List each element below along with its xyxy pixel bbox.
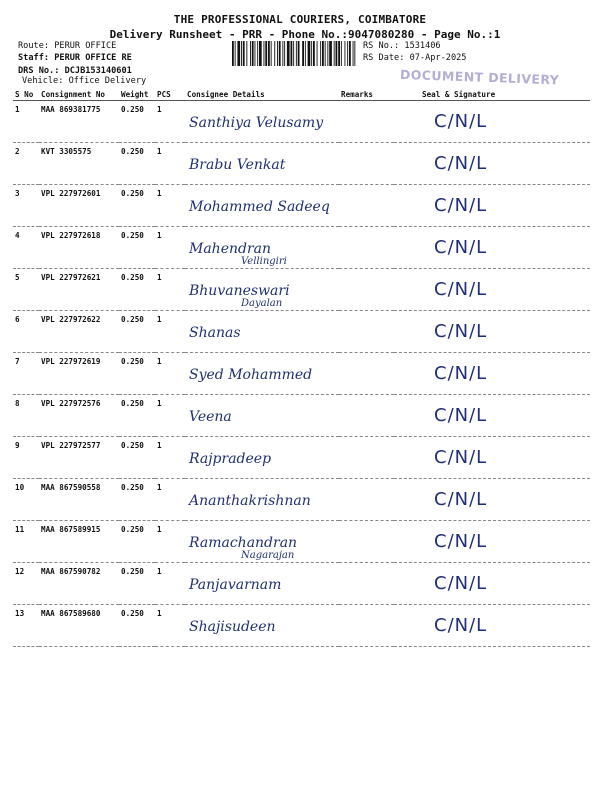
rs-number: RS No.: 1531406	[363, 41, 441, 51]
signature-mark: C/N/L	[434, 111, 488, 132]
row-consignee	[185, 185, 339, 227]
row-weight: 0.250	[119, 479, 155, 521]
consignee-name: Mahendran	[189, 241, 272, 257]
row-sno: 6	[13, 311, 39, 353]
row-signature	[394, 605, 590, 647]
route-label: Route: PERUR OFFICE	[18, 41, 117, 51]
row-sno: 7	[13, 353, 39, 395]
table-row	[13, 479, 590, 521]
row-signature	[394, 227, 590, 269]
signature-mark: C/N/L	[434, 573, 488, 594]
consignee-name: Veena	[189, 409, 232, 425]
barcode	[232, 41, 356, 66]
signature-mark: C/N/L	[434, 321, 488, 342]
table-row	[13, 101, 590, 143]
signature-mark: C/N/L	[434, 531, 488, 552]
signature-mark: C/N/L	[434, 279, 488, 300]
row-consignee	[185, 101, 339, 143]
signature-mark: C/N/L	[434, 405, 488, 426]
table-row	[13, 185, 590, 227]
row-remarks	[339, 563, 394, 605]
consignee-name: Shajisudeen	[189, 619, 276, 635]
row-weight: 0.250	[119, 185, 155, 227]
consignee-name-line2: Dayalan	[241, 298, 283, 309]
row-consignment: VPL 227972601	[39, 185, 119, 227]
runsheet-table	[13, 89, 590, 647]
row-remarks	[339, 143, 394, 185]
consignee-name-line2: Vellingiri	[241, 256, 287, 267]
runsheet-subtitle: Delivery Runsheet - PRR - Phone No.:9047080280 - Page No.:1	[109, 28, 501, 41]
row-sno: 5	[13, 269, 39, 311]
row-consignment: VPL 227972576	[39, 395, 119, 437]
row-consignment: MAA 867590558	[39, 479, 119, 521]
consignee-name: Panjavarnam	[189, 577, 282, 593]
row-weight: 0.250	[119, 353, 155, 395]
consignee-name: Shanas	[189, 325, 241, 341]
row-signature	[394, 563, 590, 605]
row-weight: 0.250	[119, 395, 155, 437]
row-pcs: 1	[155, 395, 185, 437]
row-weight: 0.250	[119, 227, 155, 269]
row-pcs: 1	[155, 605, 185, 647]
row-consignment: VPL 227972577	[39, 437, 119, 479]
row-signature	[394, 269, 590, 311]
table-row	[13, 437, 590, 479]
consignee-name: Ananthakrishnan	[189, 493, 311, 509]
row-remarks	[339, 185, 394, 227]
consignee-name: Santhiya Velusamy	[189, 115, 324, 131]
row-signature	[394, 143, 590, 185]
row-remarks	[339, 311, 394, 353]
row-remarks	[339, 479, 394, 521]
row-signature	[394, 101, 590, 143]
company-title: THE PROFESSIONAL COURIERS, COIMBATORE	[173, 13, 427, 26]
row-pcs: 1	[155, 143, 185, 185]
row-sno: 2	[13, 143, 39, 185]
row-signature	[394, 437, 590, 479]
row-weight: 0.250	[119, 521, 155, 563]
signature-mark: C/N/L	[434, 195, 488, 216]
row-consignee	[185, 269, 339, 311]
row-consignee	[185, 605, 339, 647]
row-consignment: VPL 227972619	[39, 353, 119, 395]
row-consignment: MAA 867590782	[39, 563, 119, 605]
row-pcs: 1	[155, 353, 185, 395]
row-weight: 0.250	[119, 563, 155, 605]
consignee-name: Syed Mohammed	[189, 367, 313, 383]
row-sno: 11	[13, 521, 39, 563]
row-weight: 0.250	[119, 311, 155, 353]
table-row	[13, 269, 590, 311]
col-consignee: Consignee Details	[185, 89, 339, 101]
row-signature	[394, 185, 590, 227]
signature-mark: C/N/L	[434, 615, 488, 636]
consignee-name: Rajpradeep	[189, 451, 272, 467]
table-row	[13, 563, 590, 605]
row-sno: 1	[13, 101, 39, 143]
row-consignment: KVT 3305575	[39, 143, 119, 185]
consignee-name: Ramachandran	[189, 535, 298, 551]
consignee-name-line2: Nagarajan	[241, 550, 295, 561]
rs-date: RS Date: 07-Apr-2025	[363, 53, 467, 63]
table-row	[13, 521, 590, 563]
row-pcs: 1	[155, 521, 185, 563]
row-remarks	[339, 353, 394, 395]
row-sno: 13	[13, 605, 39, 647]
vehicle-label: Vehicle: Office Delivery	[22, 76, 147, 86]
delivery-stamp: DOCUMENT DELIVERY	[399, 66, 560, 88]
row-consignee	[185, 479, 339, 521]
table-row	[13, 605, 590, 647]
drs-number: DRS No.: DCJB153140601	[18, 66, 132, 76]
row-pcs: 1	[155, 563, 185, 605]
row-sno: 8	[13, 395, 39, 437]
col-sno: S No	[13, 89, 39, 101]
row-sno: 4	[13, 227, 39, 269]
row-remarks	[339, 269, 394, 311]
table-row	[13, 395, 590, 437]
row-pcs: 1	[155, 185, 185, 227]
row-signature	[394, 311, 590, 353]
signature-mark: C/N/L	[434, 447, 488, 468]
row-remarks	[339, 101, 394, 143]
row-weight: 0.250	[119, 143, 155, 185]
row-signature	[394, 353, 590, 395]
row-consignee	[185, 437, 339, 479]
row-consignment: VPL 227972622	[39, 311, 119, 353]
row-consignment: MAA 867589915	[39, 521, 119, 563]
row-sno: 9	[13, 437, 39, 479]
table-header-row	[13, 89, 590, 101]
row-sno: 12	[13, 563, 39, 605]
row-pcs: 1	[155, 227, 185, 269]
consignee-name: Mohammed Sadeeq	[189, 199, 330, 215]
row-weight: 0.250	[119, 101, 155, 143]
col-weight: Weight	[119, 89, 155, 101]
table-row	[13, 227, 590, 269]
row-pcs: 1	[155, 269, 185, 311]
row-remarks	[339, 227, 394, 269]
row-remarks	[339, 395, 394, 437]
col-remarks: Remarks	[339, 89, 394, 101]
col-pcs: PCS	[155, 89, 185, 101]
row-consignee	[185, 227, 339, 269]
table-row	[13, 353, 590, 395]
row-pcs: 1	[155, 101, 185, 143]
row-signature	[394, 479, 590, 521]
col-consignment: Consignment No	[39, 89, 119, 101]
row-remarks	[339, 605, 394, 647]
consignee-name: Bhuvaneswari	[189, 283, 290, 299]
row-weight: 0.250	[119, 269, 155, 311]
col-signature: Seal & Signature	[394, 89, 590, 101]
row-signature	[394, 521, 590, 563]
signature-mark: C/N/L	[434, 363, 488, 384]
row-pcs: 1	[155, 437, 185, 479]
signature-mark: C/N/L	[434, 153, 488, 174]
row-weight: 0.250	[119, 437, 155, 479]
staff-label: Staff: PERUR OFFICE RE	[18, 53, 132, 63]
row-consignee	[185, 353, 339, 395]
row-sno: 10	[13, 479, 39, 521]
row-consignee	[185, 395, 339, 437]
row-remarks	[339, 521, 394, 563]
row-remarks	[339, 437, 394, 479]
signature-mark: C/N/L	[434, 489, 488, 510]
row-consignment: VPL 227972618	[39, 227, 119, 269]
row-consignee	[185, 143, 339, 185]
row-consignment: MAA 869381775	[39, 101, 119, 143]
table-row	[13, 143, 590, 185]
table-row	[13, 311, 590, 353]
consignee-name: Brabu Venkat	[189, 157, 286, 173]
row-consignee	[185, 311, 339, 353]
row-signature	[394, 395, 590, 437]
row-consignment: VPL 227972621	[39, 269, 119, 311]
signature-mark: C/N/L	[434, 237, 488, 258]
row-consignee	[185, 563, 339, 605]
row-consignee	[185, 521, 339, 563]
row-consignment: MAA 867589680	[39, 605, 119, 647]
row-weight: 0.250	[119, 605, 155, 647]
row-pcs: 1	[155, 311, 185, 353]
row-sno: 3	[13, 185, 39, 227]
row-pcs: 1	[155, 479, 185, 521]
